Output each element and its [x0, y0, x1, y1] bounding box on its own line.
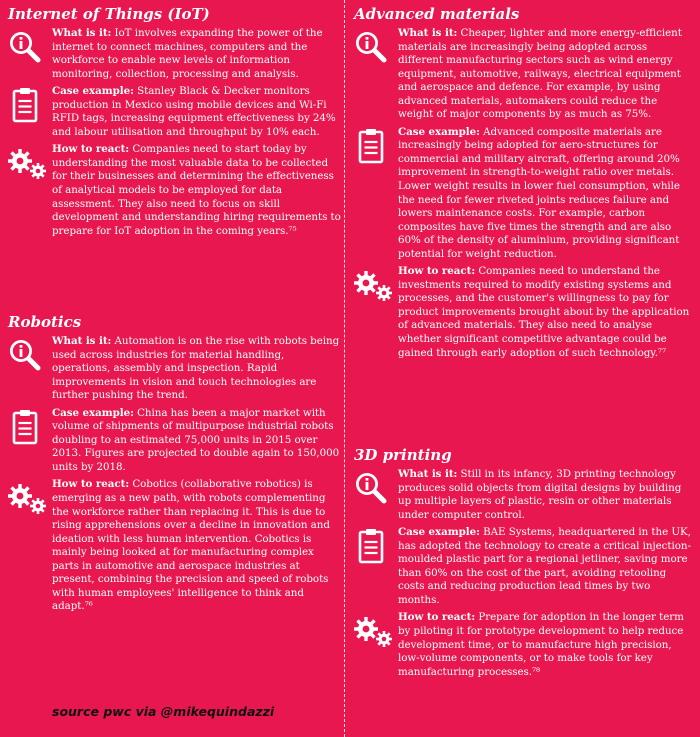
robotics-case-label: Case example:: [52, 406, 134, 419]
iot-react-label: How to react:: [52, 143, 130, 156]
robotics-what-label: What is it:: [52, 335, 112, 347]
materials-react-label: How to react:: [398, 265, 476, 278]
magnifier-info-icon: [352, 470, 394, 506]
magnifier-info-icon: [6, 29, 48, 65]
magnifier-info-icon: [6, 337, 48, 373]
printing-case-label: Case example:: [398, 526, 480, 539]
materials-case-label: Case example:: [398, 125, 480, 138]
materials-what-text: Cheaper, lighter and more energy-efficient materials are increasingly being adopted across different manufacturing sectors such as wind energy equipment, automotive, railways, electrical equipment and aerospace and defence. For example, by using advanced materials, automakers could reduce the weight of major components by as much as 75%.: [398, 27, 682, 121]
magnifier-info-icon: [352, 29, 394, 65]
gears-icon: [352, 613, 394, 649]
printing-case-text: BAE Systems, headquartered in the UK, has adopted the technology to create a critical injection-moulded plastic part for a regional jetliner, saving more than 60% on the cost of the part, avoiding retooling costs and reducing production lead times by two months.: [398, 526, 691, 606]
materials-what-label: What is it:: [398, 27, 458, 39]
robotics-react-item: [6, 478, 341, 613]
section-robotics: [6, 313, 341, 618]
gears-icon: [6, 145, 48, 181]
robotics-what-text: Automation is on the rise with robots being used across industries for material handling, operations, assembly and inspection. Rapid improvements in vision and touch technologies are further pushing the trend.: [52, 335, 340, 402]
iot-what-item: [6, 27, 341, 81]
printing-react-label: How to react:: [398, 611, 476, 624]
iot-react-text: Companies need to start today by understanding the most valuable data to be collected for their businesses and determining the effectiveness of analytical models to be employed for data assessment. They also need to focus on skill development and understanding hiring requirements to prepare for IoT adoption in the coming years.⁷⁵: [52, 143, 341, 237]
iot-case-text: Stanley Black & Decker monitors production in Mexico using mobile devices and Wi-Fi RFID tags, increasing equipment effectiveness by 24% and labour utilisation and throughput by 10% each.: [52, 85, 336, 138]
robotics-react-text: Cobotics (collaborative robotics) is emerging as a new path, with robots complementing the workforce rather than replacing it. This is due to rising apprehensions over a decline in innovation and ideation with less human intervention. Cobotics is mainly being looked at for manufacturing complex parts in automotive and aerospace industries at present, combining the precision and speed of robots with human employees' intelligence to think and adapt.⁷⁶: [52, 478, 330, 613]
robotics-case-text: China has been a major market with volume of shipments of multipurpose industrial robots doubling to an estimated 75,000 units in 2015 over 2013. Figures are projected to double again to 150,000 units by 2018.: [52, 406, 340, 473]
robotics-case-item: [6, 407, 341, 475]
iot-what-label: What is it:: [52, 27, 112, 39]
iot-case-item: [6, 85, 341, 139]
printing-case-item: [352, 526, 694, 607]
clipboard-icon: [6, 87, 48, 123]
section-iot: [6, 5, 341, 242]
section-3d-printing: [352, 446, 694, 683]
section-title-iot: Internet of Things (IoT): [8, 5, 210, 23]
materials-react-item: [352, 265, 694, 360]
section-title-materials: Advanced materials: [354, 5, 520, 23]
printing-react-item: [352, 611, 694, 679]
clipboard-icon: [352, 128, 394, 164]
clipboard-icon: [6, 409, 48, 445]
materials-what-item: [352, 27, 694, 122]
materials-case-item: [352, 126, 694, 261]
column-divider: [344, 0, 345, 737]
source-credit: source pwc via @mikequindazzi: [52, 704, 275, 719]
printing-react-text: Prepare for adoption in the longer term by piloting it for prototype development to help reduce development time, or to manufacture high precision, low-volume components, or to make tools for key manufacturing processes.⁷⁸: [398, 611, 684, 678]
gears-icon: [6, 480, 48, 516]
section-title-robotics: Robotics: [8, 313, 82, 331]
materials-react-text: Companies need to understand the investments required to modify existing systems and processes, and the customer's willingness to pay for product improvements brought about by the application of advanced materials. They also need to analyse whether significant competitive advantage could be gained through early adoption of such technology.⁷⁷: [398, 265, 690, 359]
section-title-3d-printing: 3D printing: [354, 446, 452, 464]
clipboard-icon: [352, 528, 394, 564]
iot-case-label: Case example:: [52, 85, 134, 98]
printing-what-label: What is it:: [398, 468, 458, 480]
printing-what-text: Still in its infancy, 3D printing technology produces solid objects from digital designs by building up multiple layers of plastic, resin or other materials under computer control.: [398, 468, 682, 521]
printing-what-item: [352, 468, 694, 522]
gears-icon: [352, 267, 394, 303]
robotics-what-item: [6, 335, 341, 403]
materials-case-text: Advanced composite materials are increasingly being adopted for aero-structures for commercial and military aircraft, offering around 20% improvement in strength-to-weight ratio over metals. Lower weight results in lower fuel consumption, while the need for fewer riveted joints reduces failure and lowers maintenance costs. For example, carbon composites have five times the strength and are also 60% of the density of aluminium, providing significant potential for weight reduction.: [398, 125, 680, 260]
section-advanced-materials: [352, 5, 694, 364]
robotics-react-label: How to react:: [52, 478, 130, 491]
iot-react-item: [6, 143, 341, 238]
iot-what-text: IoT involves expanding the power of the internet to connect machines, computers and the workforce to enable new levels of information monitoring, collection, processing and analysis.: [52, 27, 323, 80]
